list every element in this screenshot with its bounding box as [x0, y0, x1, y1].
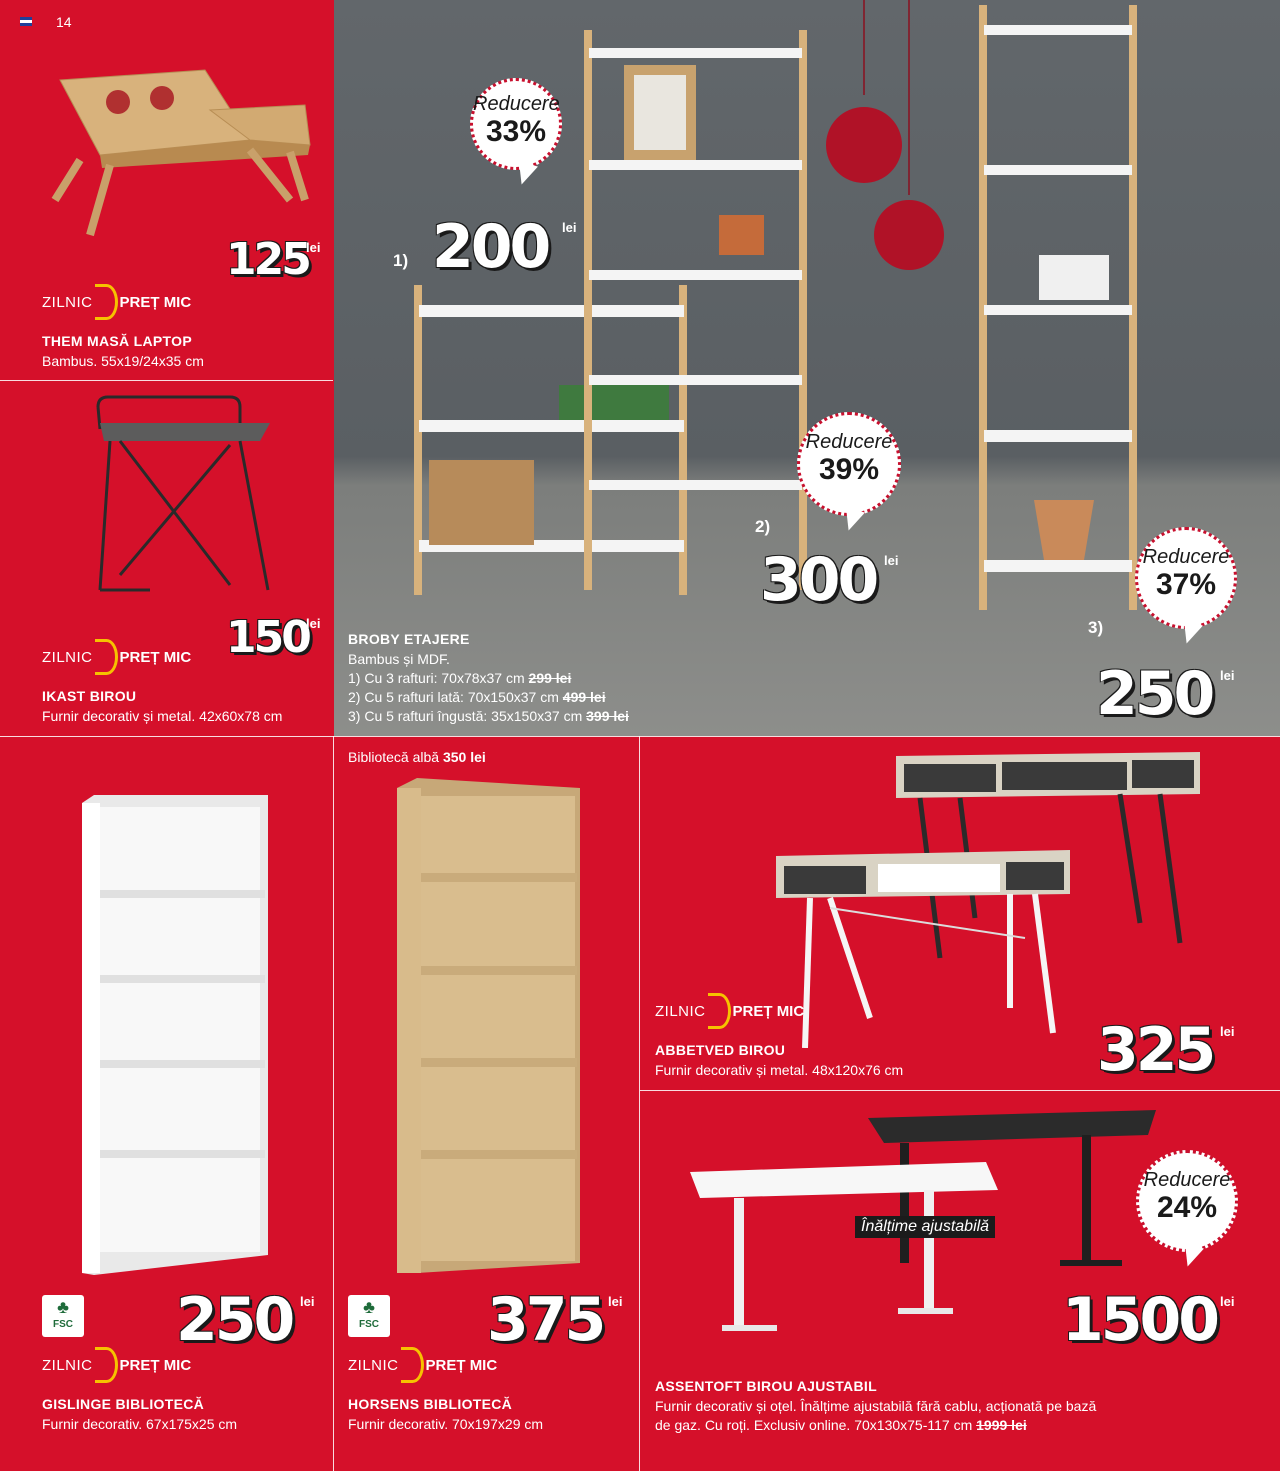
fsc-logo — [348, 1295, 390, 1337]
bubble-percent: 33% — [485, 115, 547, 148]
zilnic-pret-mic-logo — [655, 994, 804, 1028]
flag-icon — [20, 17, 32, 26]
brand-zilnic: ZILNIC — [42, 293, 93, 311]
ikast-desc: Furnir decorativ și metal. 42x60x78 cm — [42, 708, 283, 724]
variant-label: 1) Cu 3 rafturi: 70x78x37 cm — [348, 670, 525, 686]
divider — [640, 1090, 1280, 1091]
tree-icon: ♣ — [57, 1297, 69, 1317]
fsc-label: FSC — [53, 1319, 73, 1330]
adjustable-height-tag: Înălțime ajustabilă — [855, 1216, 995, 1238]
variant-label: 3) Cu 5 rafturi îngustă: 35x150x37 cm — [348, 708, 583, 724]
zilnic-pret-mic-logo — [42, 285, 191, 319]
shelf-3-illustration — [979, 5, 1137, 610]
broby-discount-bubble-3 — [1135, 527, 1237, 629]
brand-zilnic: ZILNIC — [42, 648, 93, 666]
brand-pret-mic: PREȚ MIC — [119, 293, 192, 311]
abbetved-desc: Furnir decorativ și metal. 48x120x76 cm — [655, 1062, 904, 1078]
brand-zilnic: ZILNIC — [42, 1356, 93, 1374]
divider — [639, 736, 640, 1471]
brand-pret-mic: PREȚ MIC — [119, 1356, 192, 1374]
note-price: 350 lei — [442, 749, 486, 765]
brand-pret-mic: PREȚ MIC — [732, 1002, 805, 1020]
lei-label: lei — [306, 240, 321, 255]
broby-offer-2-price: 300 — [760, 545, 877, 615]
lei-label: lei — [562, 220, 577, 235]
desks-image — [770, 748, 1210, 1048]
divider — [0, 380, 333, 381]
broby-offer-2-number: 2) — [755, 517, 771, 536]
assentoft-desc: Furnir decorativ și oțel. Înălțime ajustabilă fără cablu, acționată pe bază de gaz. Cu roți. Exclusiv online. 70x130x75-117 cm — [655, 1398, 1097, 1433]
horsens-title: HORSENS BIBLIOTECĂ — [348, 1396, 513, 1412]
lei-label: lei — [1220, 1294, 1235, 1309]
broby-title: BROBY ETAJERE — [348, 631, 470, 647]
variant-old-price: 299 lei — [528, 670, 572, 686]
zilnic-pret-mic-logo — [348, 1348, 497, 1382]
lei-label: lei — [884, 553, 899, 568]
broby-offer-1-price: 200 — [432, 212, 549, 282]
bubble-reducere: Reducere — [805, 431, 893, 453]
gislinge-price: 250 — [176, 1285, 293, 1355]
ikast-price: 150 — [226, 612, 309, 663]
lei-label: lei — [608, 1294, 623, 1309]
brand-pret-mic: PREȚ MIC — [119, 648, 192, 666]
divider — [333, 736, 334, 1471]
bubble-reducere: Reducere — [1143, 1169, 1231, 1191]
gislinge-title: GISLINGE BIBLIOTECĂ — [42, 1396, 205, 1412]
gislinge-desc: Furnir decorativ. 67x175x25 cm — [42, 1416, 238, 1432]
broby-material: Bambus și MDF. — [348, 651, 450, 667]
broby-discount-bubble-2 — [797, 412, 901, 516]
bubble-reducere: Reducere — [1142, 546, 1230, 568]
bubble-percent: 24% — [1156, 1191, 1218, 1224]
oak-bookcase-image — [395, 778, 585, 1278]
broby-variant-2 — [348, 688, 606, 707]
assentoft-price: 1500 — [1062, 1285, 1217, 1355]
bubble-percent: 39% — [818, 453, 880, 486]
brand-zilnic: ZILNIC — [655, 1002, 706, 1020]
variant-label: 2) Cu 5 rafturi lată: 70x150x37 cm — [348, 689, 559, 705]
broby-offer-3-number: 3) — [1088, 618, 1104, 637]
assentoft-title: ASSENTOFT BIROU AJUSTABIL — [655, 1378, 877, 1394]
broby-variant-3 — [348, 707, 629, 726]
note-prefix: Bibliotecă albă — [348, 749, 440, 765]
brand-zilnic: ZILNIC — [348, 1356, 399, 1374]
ikast-title: IKAST BIROU — [42, 688, 137, 704]
abbetved-title: ABBETVED BIROU — [655, 1042, 786, 1058]
assentoft-old-price: 1999 lei — [976, 1417, 1027, 1433]
broby-variant-1 — [348, 669, 571, 688]
them-price: 125 — [226, 234, 309, 285]
lei-label: lei — [1220, 1024, 1235, 1039]
lei-label: lei — [306, 616, 321, 631]
broby-offer-1-number: 1) — [393, 251, 409, 270]
horsens-white-note — [348, 748, 486, 767]
abbetved-price: 325 — [1097, 1015, 1214, 1085]
zilnic-pret-mic-logo — [42, 1348, 191, 1382]
brand-pret-mic: PREȚ MIC — [425, 1356, 498, 1374]
fsc-logo — [42, 1295, 84, 1337]
tree-icon: ♣ — [363, 1297, 375, 1317]
them-desc: Bambus. 55x19/24x35 cm — [42, 353, 204, 369]
assentoft-discount-bubble — [1136, 1150, 1238, 1252]
laptop-table-image — [40, 60, 320, 250]
page-number: 14 — [56, 14, 72, 30]
lei-label: lei — [1220, 668, 1235, 683]
fsc-label: FSC — [359, 1319, 379, 1330]
lei-label: lei — [300, 1294, 315, 1309]
broby-discount-bubble-1 — [470, 78, 562, 170]
bubble-reducere: Reducere — [473, 93, 560, 115]
variant-old-price: 399 lei — [586, 708, 629, 724]
bubble-percent: 37% — [1155, 568, 1217, 601]
horsens-price: 375 — [487, 1285, 604, 1355]
them-title: THEM MASĂ LAPTOP — [42, 333, 192, 349]
white-bookcase-image — [78, 795, 273, 1280]
variant-old-price: 499 lei — [562, 689, 606, 705]
horsens-desc: Furnir decorativ. 70x197x29 cm — [348, 1416, 544, 1432]
zilnic-pret-mic-logo — [42, 640, 191, 674]
shelf-1-illustration — [414, 285, 687, 595]
ornaments-illustration — [826, 0, 944, 270]
folding-desk-image — [90, 395, 280, 625]
broby-offer-3-price: 250 — [1096, 659, 1213, 729]
assentoft-desc-block — [655, 1397, 1100, 1435]
divider — [0, 736, 1280, 737]
